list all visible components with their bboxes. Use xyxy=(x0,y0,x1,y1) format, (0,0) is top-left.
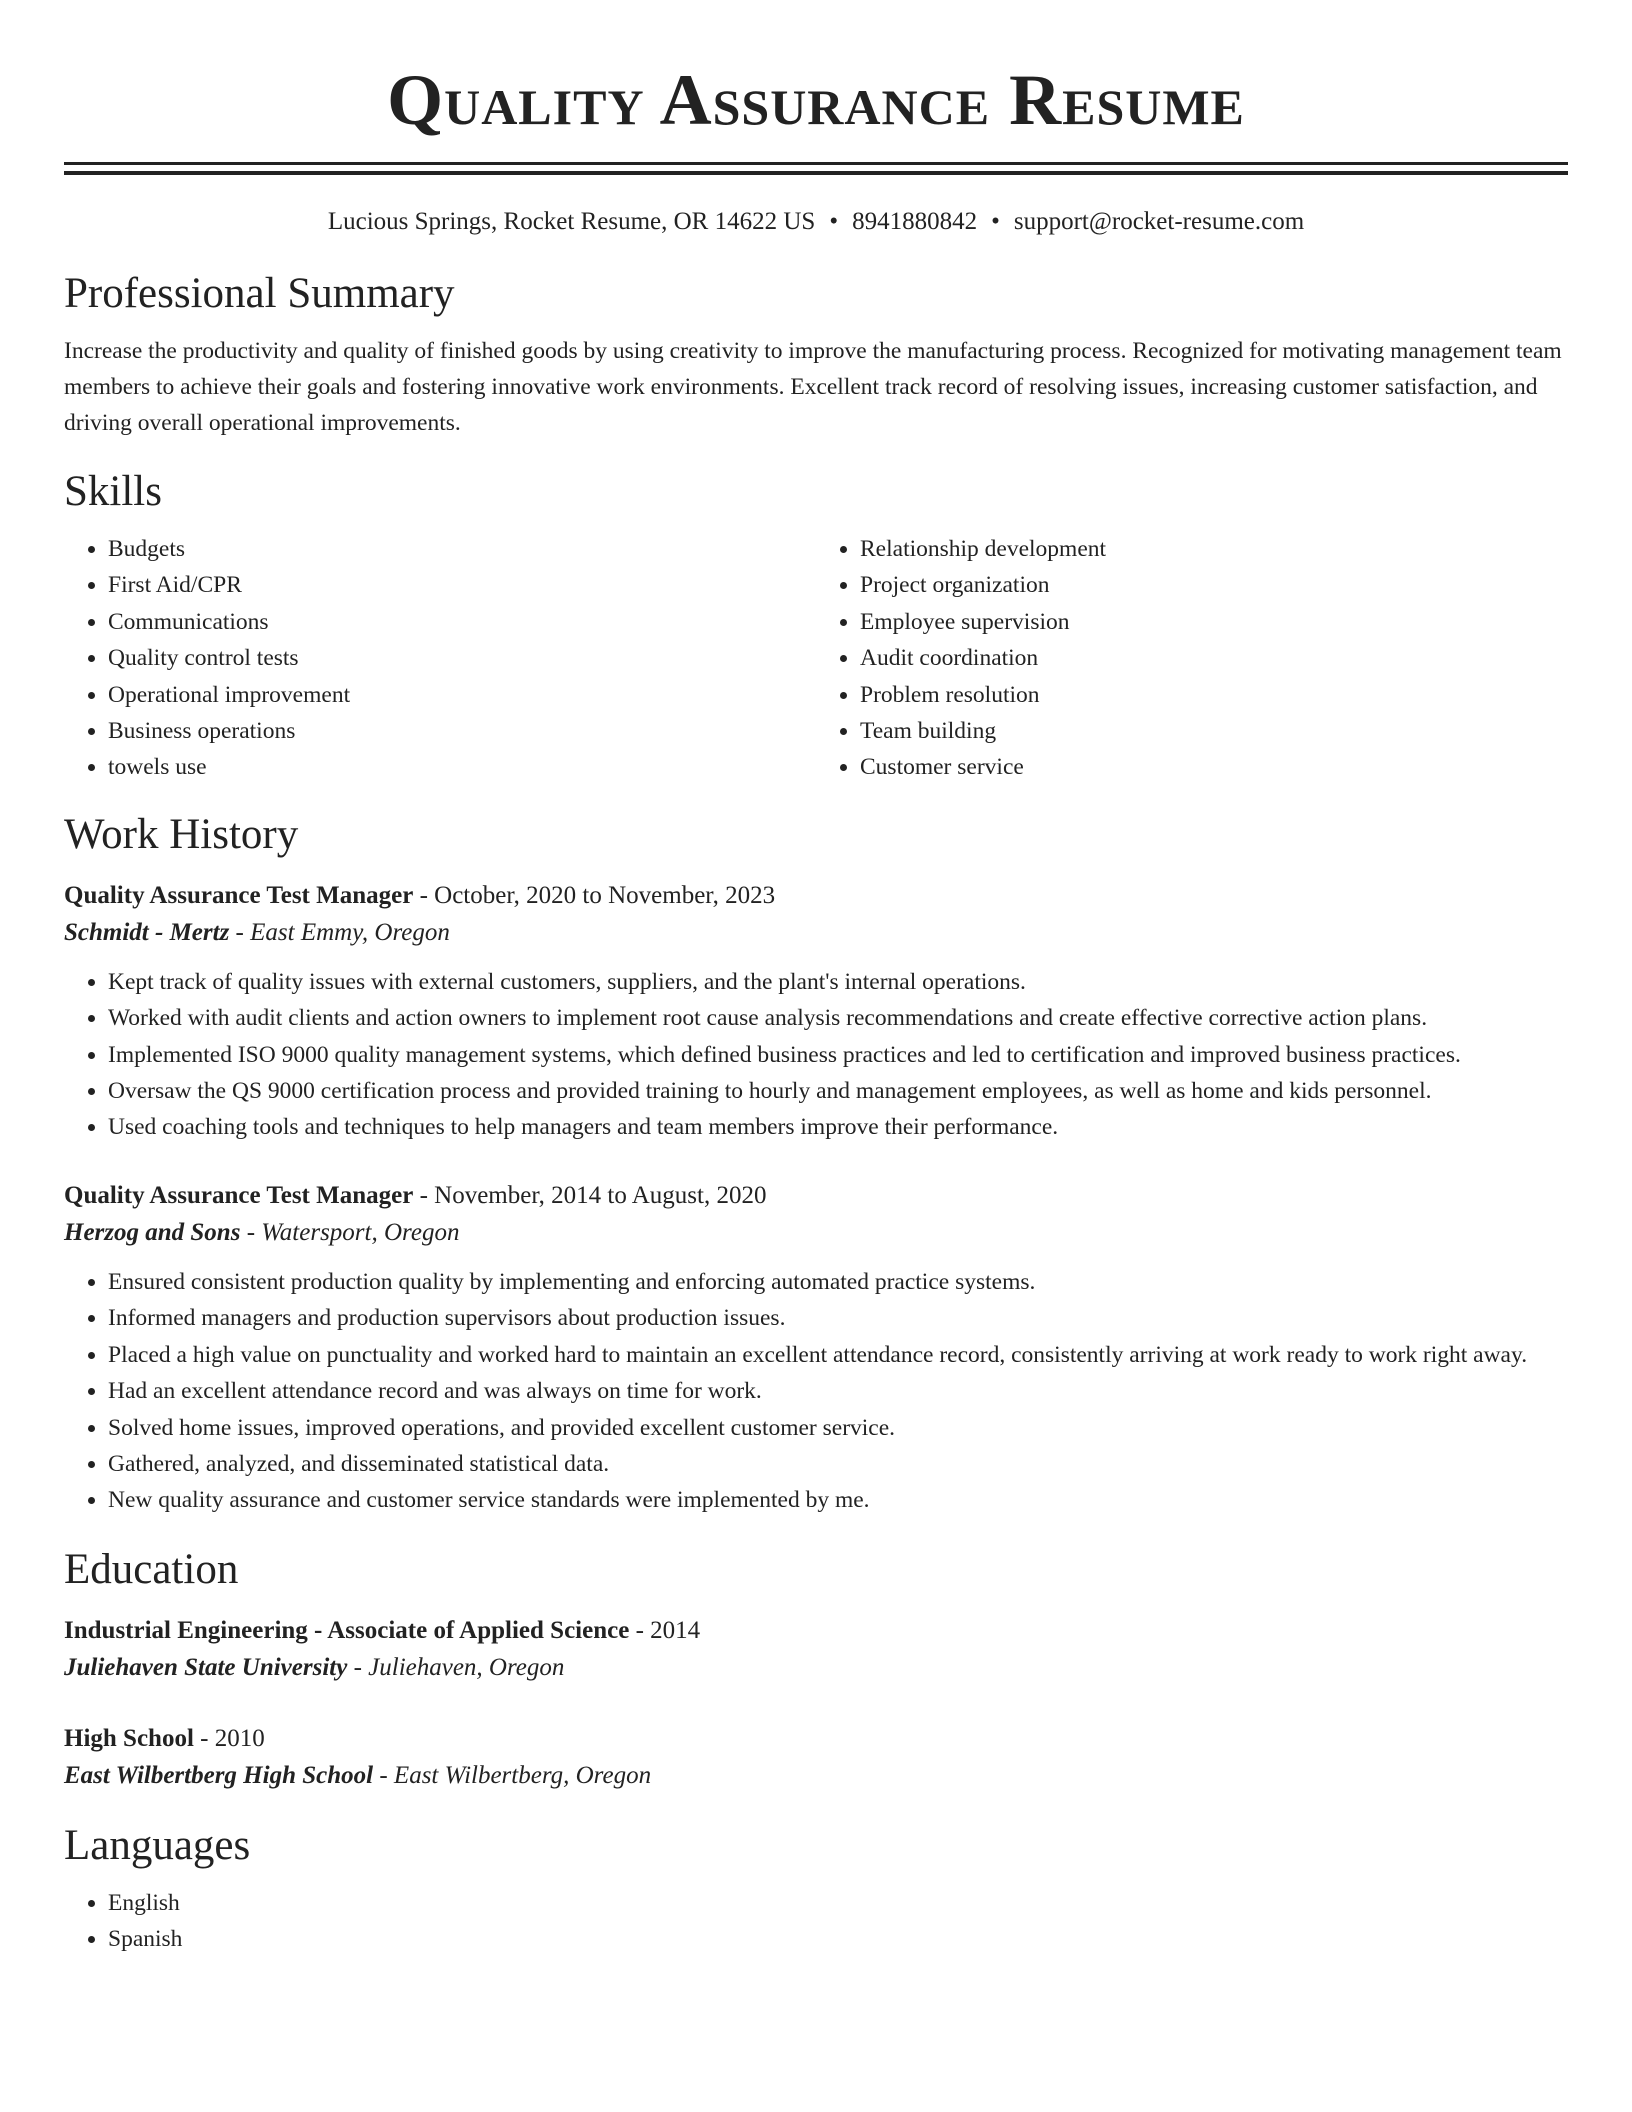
title-divider-top xyxy=(64,162,1568,165)
job-bullet: • Ensured consistent production quality by implementing and enforcing automated practice systems. xyxy=(108,1264,1568,1300)
skill-item: • Communications xyxy=(108,604,816,640)
education-year: 2014 xyxy=(650,1616,701,1644)
languages-heading: Languages xyxy=(64,1821,251,1869)
job-bullet: • Oversaw the QS 9000 certification process and provided training to hourly and management employees, as well as home and kids personnel. xyxy=(108,1073,1568,1109)
job-title: Quality Assurance Test Manager xyxy=(64,881,414,909)
contact-line xyxy=(64,205,1568,239)
skills-list-left xyxy=(64,531,816,786)
education-school-line xyxy=(64,1757,1568,1795)
job-bullet: • New quality assurance and customer service standards were implemented by me. xyxy=(108,1482,1568,1518)
job-location: Watersport, Oregon xyxy=(261,1218,460,1246)
skill-item: • Customer service xyxy=(860,749,1568,785)
job-location: East Emmy, Oregon xyxy=(250,918,450,946)
summary-heading: Professional Summary xyxy=(64,270,455,317)
skill-item: • Budgets xyxy=(108,531,816,567)
job-bullet: • Had an excellent attendance record and was always on time for work. xyxy=(108,1373,1568,1409)
education-location: Juliehaven, Oregon xyxy=(368,1653,565,1681)
languages-list xyxy=(64,1885,1568,1958)
skill-item: • First Aid/CPR xyxy=(108,567,816,603)
skill-item: • Operational improvement xyxy=(108,677,816,713)
education-school: East Wilbertberg High School xyxy=(64,1761,374,1789)
education-entry xyxy=(64,1721,1568,1795)
skill-item: • towels use xyxy=(108,749,816,785)
dash: - xyxy=(240,1218,262,1246)
job-bullet: • Used coaching tools and techniques to help managers and team members improve their performance. xyxy=(108,1109,1568,1145)
contact-address: Lucious Springs, Rocket Resume, OR 14622 US xyxy=(327,208,816,235)
dash: - xyxy=(229,918,251,946)
job-dates: November, 2014 to August, 2020 xyxy=(434,1181,767,1209)
contact-phone: 8941880842 xyxy=(852,208,978,235)
skill-item: • Problem resolution xyxy=(860,677,1568,713)
dash: - xyxy=(347,1653,369,1681)
job-bullet: • Kept track of quality issues with external customers, suppliers, and the plant's internal operations. xyxy=(108,964,1568,1000)
contact-separator: • xyxy=(829,208,839,235)
work-history-heading: Work History xyxy=(64,810,299,858)
job-company: Schmidt - Mertz xyxy=(64,918,230,946)
skill-item: • Employee supervision xyxy=(860,604,1568,640)
contact-email: support@rocket-resume.com xyxy=(1013,208,1305,235)
job-title-line xyxy=(64,878,1568,914)
education-degree: Industrial Engineering - Associate of Applied Science xyxy=(64,1616,630,1644)
job-bullet: • Worked with audit clients and action owners to implement root cause analysis recommendations and create effective corrective action plans. xyxy=(108,1000,1568,1036)
skills-columns xyxy=(64,531,1568,786)
education-degree-line xyxy=(64,1613,1568,1649)
skill-item: • Relationship development xyxy=(860,531,1568,567)
language-item: • English xyxy=(108,1885,1568,1921)
job-company-line xyxy=(64,1214,1568,1252)
job-title: Quality Assurance Test Manager xyxy=(64,1181,414,1209)
job-company-line xyxy=(64,914,1568,952)
education-degree: High School xyxy=(64,1724,194,1752)
education-school: Juliehaven State University xyxy=(64,1653,348,1681)
job-bullet-list xyxy=(64,1264,1568,1519)
job-bullet: • Implemented ISO 9000 quality management systems, which defined business practices and led to certification and improved business practices. xyxy=(108,1037,1568,1073)
dash: - xyxy=(373,1761,394,1789)
job-company: Herzog and Sons xyxy=(64,1218,241,1246)
skills-list-right xyxy=(816,531,1568,786)
resume-title: Quality Assurance Resume xyxy=(387,60,1245,140)
education-heading: Education xyxy=(64,1545,239,1593)
skill-item: • Team building xyxy=(860,713,1568,749)
skill-item: • Business operations xyxy=(108,713,816,749)
job-entry xyxy=(64,1178,1568,1519)
summary-text: Increase the productivity and quality of finished goods by using creativity to improve the manufacturing process. Recognized for motivating management team members to achieve their goals and fostering innovative work environments. Excellent track record of resolving issues, increasing customer satisfaction, and driving overall operational improvements. xyxy=(64,338,1562,436)
education-school-line xyxy=(64,1649,1568,1687)
education-location: East Wilbertberg, Oregon xyxy=(393,1761,652,1789)
skill-item: • Audit coordination xyxy=(860,640,1568,676)
job-bullet: • Solved home issues, improved operations, and provided excellent customer service. xyxy=(108,1410,1568,1446)
job-title-line xyxy=(64,1178,1568,1214)
job-bullet-list xyxy=(64,964,1568,1146)
education-degree-line xyxy=(64,1721,1568,1757)
skill-item: • Project organization xyxy=(860,567,1568,603)
skill-item: • Quality control tests xyxy=(108,640,816,676)
skills-heading: Skills xyxy=(64,468,162,515)
title-divider-bottom xyxy=(64,171,1568,175)
job-entry xyxy=(64,878,1568,1146)
job-bullet: • Informed managers and production supervisors about production issues. xyxy=(108,1300,1568,1336)
dash: - xyxy=(629,1616,651,1644)
contact-separator: • xyxy=(991,208,1000,235)
dash: - xyxy=(413,1181,435,1209)
job-dates: October, 2020 to November, 2023 xyxy=(434,881,776,909)
education-year: 2010 xyxy=(214,1724,265,1752)
job-bullet: • Gathered, analyzed, and disseminated statistical data. xyxy=(108,1446,1568,1482)
dash: - xyxy=(413,881,435,909)
language-item: • Spanish xyxy=(108,1921,1568,1957)
dash: - xyxy=(193,1724,215,1752)
job-bullet: • Placed a high value on punctuality and worked hard to maintain an excellent attendance record, consistently arriving at work ready to work right away. xyxy=(108,1337,1568,1373)
education-entry xyxy=(64,1613,1568,1687)
